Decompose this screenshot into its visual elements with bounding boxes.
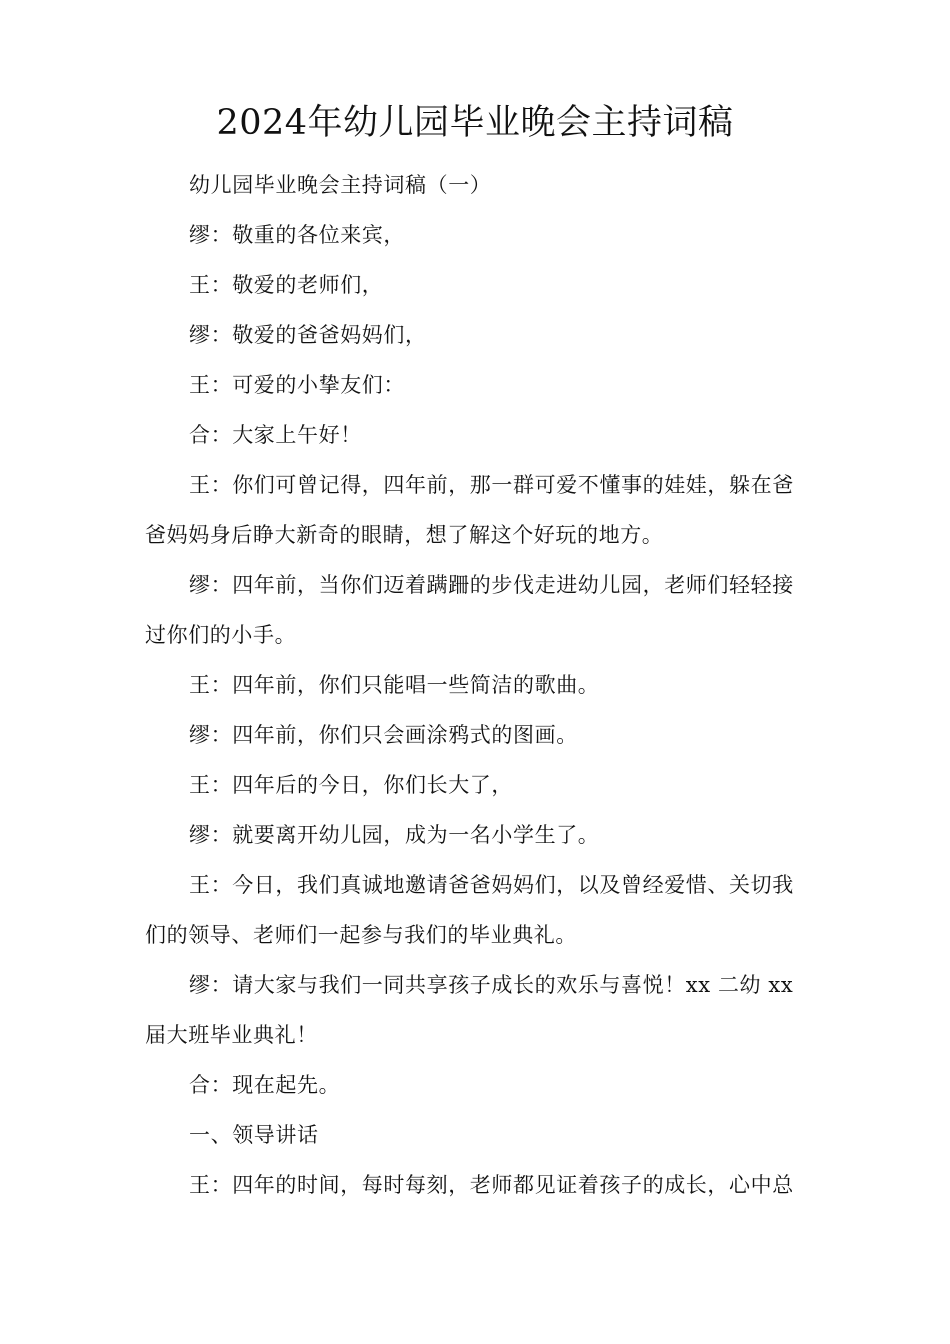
paragraph: 缪：敬重的各位来宾， — [189, 223, 405, 247]
paragraph: 缪：请大家与我们一同共享孩子成长的欢乐与喜悦！xx 二幼 xx 届大班毕业典礼！ — [145, 973, 794, 1047]
document-title: 2024年幼儿园毕业晚会主持词稿 — [216, 103, 734, 143]
paragraph: 缪：四年前，你们只会画涂鸦式的图画。 — [189, 723, 578, 747]
paragraph: 合：大家上午好！ — [189, 423, 362, 447]
paragraph: 王：今日，我们真诚地邀请爸爸妈妈们，以及曾经爱惜、关切我们的领导、老师们一起参与我们的毕业典礼。 — [145, 873, 794, 947]
paragraph: 缪：就要离开幼儿园，成为一名小学生了。 — [189, 823, 600, 847]
paragraph: 王：敬爱的老师们， — [189, 273, 384, 297]
section-subtitle: 幼儿园毕业晚会主持词稿（一） — [189, 173, 492, 197]
section-heading: 一、领导讲话 — [189, 1123, 319, 1147]
paragraph: 缪：敬爱的爸爸妈妈们， — [189, 323, 427, 347]
paragraph: 王：四年前，你们只能唱一些简洁的歌曲。 — [189, 673, 600, 697]
paragraph: 王：可爱的小挚友们： — [189, 373, 405, 397]
paragraph: 缪：四年前，当你们迈着蹒跚的步伐走进幼儿园，老师们轻轻接过你们的小手。 — [145, 573, 794, 647]
paragraph: 王：你们可曾记得，四年前，那一群可爱不懂事的娃娃，躲在爸爸妈妈身后睁大新奇的眼睛，想了解这个好玩的地方。 — [145, 473, 794, 547]
paragraph: 合：现在起先。 — [189, 1073, 341, 1097]
paragraph: 王：四年后的今日，你们长大了， — [189, 773, 513, 797]
paragraph: 王：四年的时间，每时每刻，老师都见证着孩子的成长，心中总 — [189, 1173, 794, 1197]
